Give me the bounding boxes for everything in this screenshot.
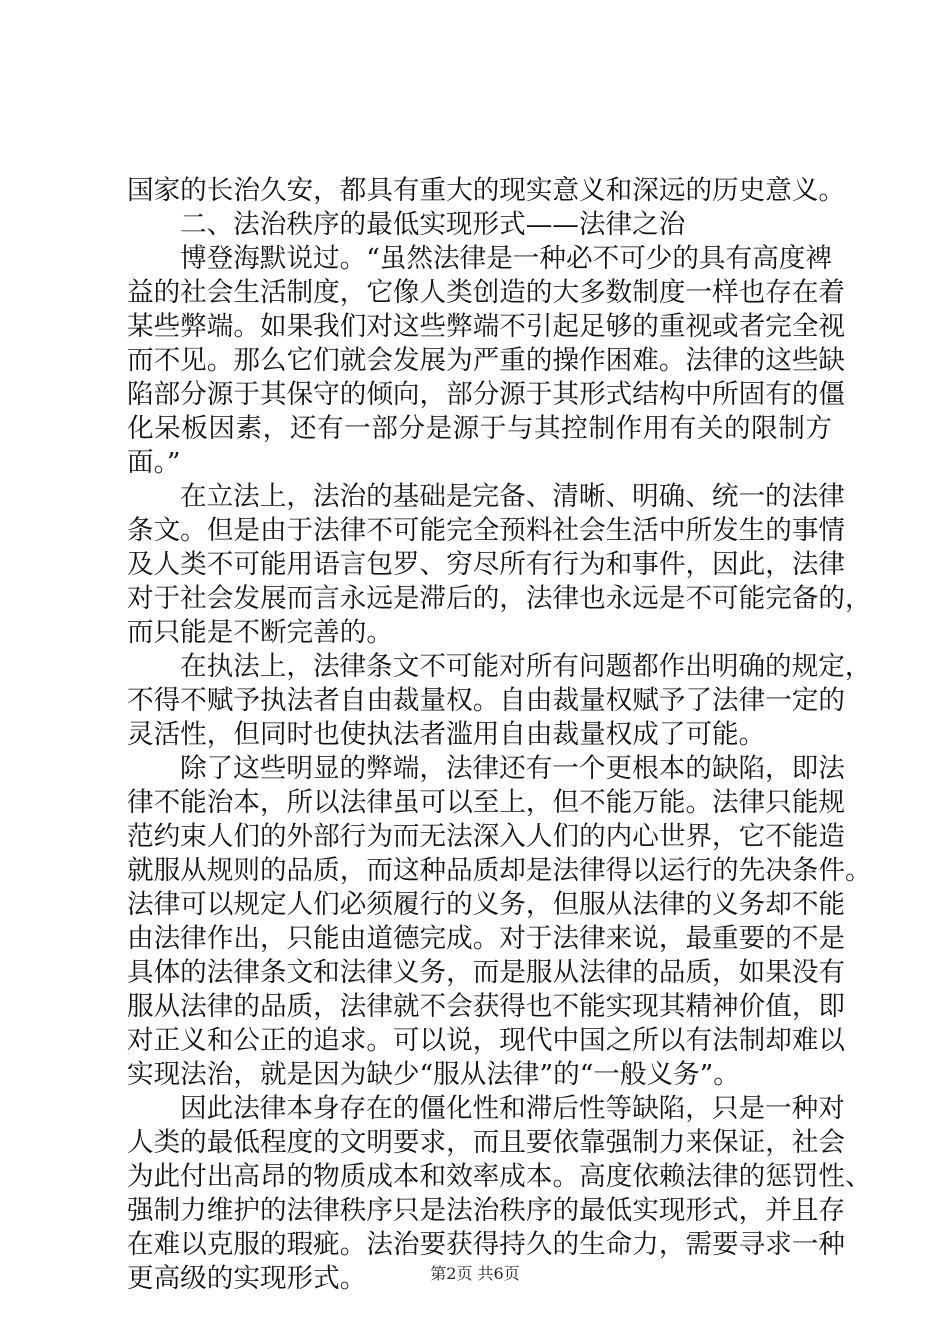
text-line: 由法律作出，只能由道德完成。对于法律来说，最重要的不是 <box>127 923 846 954</box>
text-line: 化呆板因素，还有一部分是源于与其控制作用有关的限制方 <box>127 413 832 444</box>
text-line: 范约束人们的外部行为而无法深入人们的内心世界，它不能造 <box>127 821 846 852</box>
text-line: 更高级的实现形式。 <box>127 1263 367 1294</box>
text-line: 人类的最低程度的文明要求，而且要依靠强制力来保证，社会 <box>127 1127 846 1158</box>
text-line: 某些弊端。如果我们对这些弊端不引起足够的重视或者完全视 <box>127 311 846 342</box>
body-text <box>127 174 872 1296</box>
text-line: 对于社会发展而言永远是滞后的，法律也永远是不可能完备的， <box>127 583 872 614</box>
text-line: 对正义和公正的追求。可以说，现代中国之所以有法制却难以 <box>127 1025 846 1056</box>
text-line: 为此付出高昂的物质成本和效率成本。高度依赖法律的惩罚性、 <box>127 1161 872 1192</box>
text-line: 不得不赋予执法者自由裁量权。自由裁量权赋予了法律一定的 <box>127 685 846 716</box>
section-heading: 二、法治秩序的最低实现形式——法律之治 <box>180 209 686 240</box>
text-line: 益的社会生活制度，它像人类创造的大多数制度一样也存在着 <box>127 277 846 308</box>
text-line: 在立法上，法治的基础是完备、清晰、明确、统一的法律 <box>180 481 845 512</box>
text-line: 博登海默说过。“虽然法律是一种必不可少的具有高度裨 <box>180 243 832 274</box>
text-line: 具体的法律条文和法律义务，而是服从法律的品质，如果没有 <box>127 957 846 988</box>
text-line: 就服从规则的品质，而这种品质却是法律得以运行的先决条件。 <box>127 855 872 886</box>
text-line: 条文。但是由于法律不可能完全预料社会生活中所发生的事情 <box>127 515 846 546</box>
text-line: 强制力维护的法律秩序只是法治秩序的最低实现形式，并且存 <box>127 1195 846 1226</box>
text-line: 服从法律的品质，法律就不会获得也不能实现其精神价值，即 <box>127 991 846 1022</box>
text-line: 因此法律本身存在的僵化性和滞后性等缺陷，只是一种对 <box>180 1093 845 1124</box>
text-line: 及人类不可能用语言包罗、穷尽所有行为和事件，因此，法律 <box>127 549 846 580</box>
text-line: 而不见。那么它们就会发展为严重的操作困难。法律的这些缺 <box>127 345 846 376</box>
text-line: 而只能是不断完善的。 <box>127 617 393 648</box>
text-line: 灵活性，但同时也使执法者滥用自由裁量权成了可能。 <box>127 719 766 750</box>
text-line: 在难以克服的瑕疵。法治要获得持久的生命力，需要寻求一种 <box>127 1229 846 1260</box>
text-line: 律不能治本，所以法律虽可以至上，但不能万能。法律只能规 <box>127 787 846 818</box>
text-line: 面。” <box>127 447 181 478</box>
page-number-footer: 第2页 共6页 <box>430 1264 520 1283</box>
text-line: 国家的长治久安，都具有重大的现实意义和深远的历史意义。 <box>127 175 846 206</box>
text-line: 除了这些明显的弊端，法律还有一个更根本的缺陷，即法 <box>180 753 845 784</box>
text-line: 陷部分源于其保守的倾向，部分源于其形式结构中所固有的僵 <box>127 379 846 410</box>
text-line: 法律可以规定人们必须履行的义务，但服从法律的义务却不能 <box>127 889 846 920</box>
text-line: 在执法上，法律条文不可能对所有问题都作出明确的规定， <box>180 651 872 682</box>
text-line: 实现法治，就是因为缺少“服从法律”的“一般义务”。 <box>127 1059 740 1090</box>
